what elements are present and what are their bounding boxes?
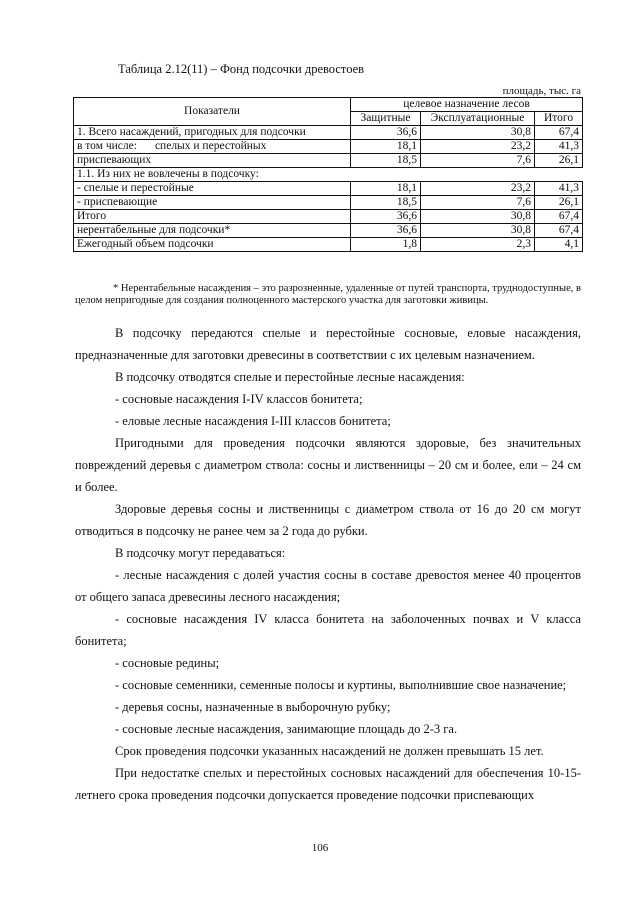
table-row	[74, 140, 583, 154]
table-row	[74, 168, 583, 182]
paragraph: В подсочку могут передаваться:	[115, 546, 286, 560]
row-label: - приспевающие	[74, 196, 351, 210]
paragraph: Пригодными для проведения подсочки являются здоровые, без значительных повреждений деревья с диаметром ствола: сосны и лиственницы – 20 см и более, ели – 24 см и более.	[75, 436, 581, 494]
cell-protective: 18,5	[351, 154, 421, 168]
table-row	[74, 154, 583, 168]
paragraph: Здоровые деревья сосны и лиственницы с диаметром ствола от 16 до 20 см могут отводиться в подсочку не ранее чем за 2 года до рубки.	[75, 502, 581, 538]
cell-exploitation: 23,2	[421, 182, 535, 196]
cell-total: 67,4	[535, 210, 583, 224]
table-header-row	[74, 98, 583, 112]
forest-tapping-table	[73, 97, 583, 252]
paragraph: При недостатке спелых и перестойных сосновых насаждений для обеспечения 10-15-летнего срока проведения подсочки допускается проведение подсочки приспевающих	[75, 766, 581, 802]
row-label: приспевающих	[74, 154, 351, 168]
table-footnote: * Нерентабельные насаждения – это разрозненные, удаленные от путей транспорта, труднодоступные, в целом непригодные для создания полноценного мастерского участка для заготовки живицы.	[75, 283, 581, 306]
header-purpose-group: целевое назначение лесов	[351, 98, 583, 112]
paragraph: В подсочку отводятся спелые и перестойные лесные насаждения:	[115, 370, 465, 384]
table-caption: Таблица 2.12(11) – Фонд подсочки древостоев	[118, 62, 365, 76]
cell-exploitation: 30,8	[421, 126, 535, 140]
row-label: - спелые и перестойные	[74, 182, 351, 196]
header-indicators: Показатели	[74, 98, 351, 126]
row-sublabel: спелых и перестойных	[154, 140, 267, 152]
cell-protective: 36,6	[351, 126, 421, 140]
row-label: Ежегодный объем подсочки	[74, 238, 351, 252]
cell-total: 26,1	[535, 196, 583, 210]
cell-total: 4,1	[535, 238, 583, 252]
cell-exploitation: 2,3	[421, 238, 535, 252]
table-units: площадь, тыс. га	[502, 85, 581, 97]
header-exploitation: Эксплуатационные	[421, 112, 535, 126]
paragraph: В подсочку передаются спелые и перестойные сосновые, еловые насаждения, предназначенные для заготовки древесины в соответствии с их целевым назначением.	[75, 326, 581, 362]
table-row	[74, 224, 583, 238]
list-item: - еловые лесные насаждения I-III классов бонитета;	[115, 414, 391, 428]
cell-protective: 36,6	[351, 224, 421, 238]
body-text	[75, 322, 581, 806]
cell-total: 67,4	[535, 126, 583, 140]
cell-exploitation: 30,8	[421, 210, 535, 224]
row-label: Итого	[74, 210, 351, 224]
table-row	[74, 238, 583, 252]
list-item: - лесные насаждения с долей участия сосны в составе древостоя менее 40 процентов от общего запаса древесины лесного насаждения;	[75, 568, 581, 604]
header-total: Итого	[535, 112, 583, 126]
cell-protective: 18,1	[351, 182, 421, 196]
cell-protective: 36,6	[351, 210, 421, 224]
table-row	[74, 182, 583, 196]
table-row	[74, 196, 583, 210]
table-row	[74, 126, 583, 140]
header-protective: Защитные	[351, 112, 421, 126]
cell-protective: 1,8	[351, 238, 421, 252]
paragraph: Срок проведения подсочки указанных насаждений не должен превышать 15 лет.	[115, 744, 544, 758]
list-item: - деревья сосны, назначенные в выборочную рубку;	[115, 700, 391, 714]
cell-exploitation: 7,6	[421, 154, 535, 168]
cell-exploitation: 30,8	[421, 224, 535, 238]
table-row	[74, 210, 583, 224]
cell-exploitation: 7,6	[421, 196, 535, 210]
list-item: - сосновые семенники, семенные полосы и куртины, выполнившие свое назначение;	[115, 678, 567, 692]
cell-total: 41,3	[535, 140, 583, 154]
cell-total: 26,1	[535, 154, 583, 168]
row-label: 1.1. Из них не вовлечены в подсочку:	[74, 168, 583, 182]
cell-protective: 18,1	[351, 140, 421, 154]
list-item: - сосновые насаждения I-IV классов бонитета;	[115, 392, 363, 406]
list-item: - сосновые лесные насаждения, занимающие площадь до 2-3 га.	[115, 722, 458, 736]
list-item: - сосновые насаждения IV класса бонитета на заболоченных почвах и V класса бонитета;	[75, 612, 581, 648]
row-label-prefix: в том числе:	[77, 140, 137, 152]
cell-protective: 18,5	[351, 196, 421, 210]
cell-total: 41,3	[535, 182, 583, 196]
cell-exploitation: 23,2	[421, 140, 535, 154]
cell-total: 67,4	[535, 224, 583, 238]
row-label: 1. Всего насаждений, пригодных для подсочки	[74, 126, 351, 140]
list-item: - сосновые редины;	[115, 656, 220, 670]
row-label: нерентабельные для подсочки*	[74, 224, 351, 238]
row-label	[74, 140, 351, 154]
page-number: 106	[311, 842, 329, 854]
